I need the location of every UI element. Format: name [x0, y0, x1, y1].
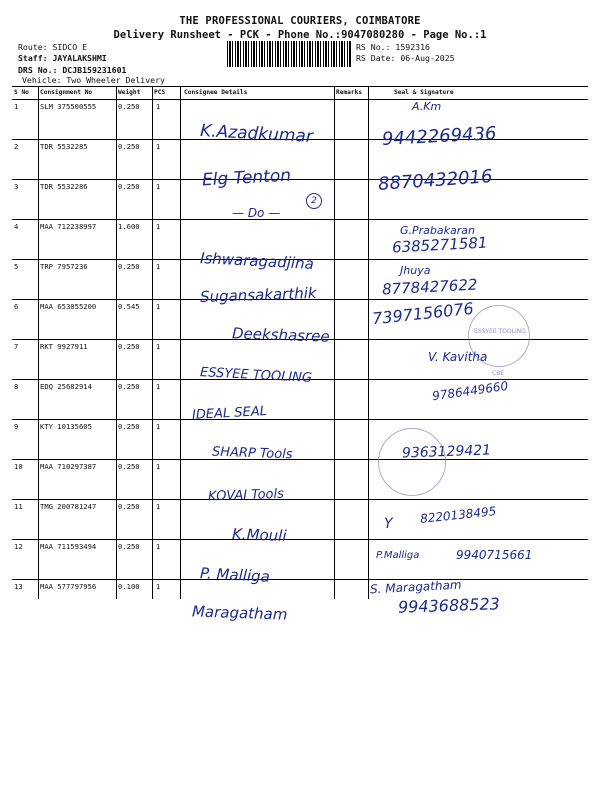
row-sno: 13 — [14, 582, 23, 591]
row-sno: 7 — [14, 342, 19, 351]
table-row — [12, 419, 588, 460]
row-consignment: EDQ 25682914 — [40, 382, 92, 391]
row-weight: 1.600 — [118, 222, 140, 231]
signature-name: G.Prabakaran — [400, 224, 475, 237]
row-consignment: TDR 5532286 — [40, 182, 88, 191]
barcode — [227, 41, 352, 67]
row-consignment: RKT 9927911 — [40, 342, 88, 351]
signature-name: S. Maragatham — [369, 577, 462, 597]
col-consignee: Consignee Details — [184, 89, 248, 96]
handwritten-consignee: — Do — — [232, 206, 281, 220]
row-weight: 0.250 — [118, 422, 140, 431]
handwritten-consignee: K.Azadkumar — [199, 121, 314, 147]
signature-phone: 9786449660 — [431, 378, 509, 404]
handwritten-consignee: P. Malliga — [199, 564, 271, 586]
row-weight: 0.250 — [118, 102, 140, 111]
signature-name: Jhuya — [400, 264, 431, 277]
signature-name: V. Kavitha — [428, 350, 488, 364]
row-pcs: 1 — [156, 102, 161, 111]
signature-phone: 9940715661 — [456, 548, 533, 562]
handwritten-consignee: K.Mouli — [231, 525, 287, 545]
table-row — [12, 579, 588, 598]
signature-phone: 9943688523 — [397, 594, 501, 617]
page-subtitle: Delivery Runsheet - PCK - Phone No.:9047080280 - Page No.:1 — [113, 29, 487, 41]
row-weight: 0.250 — [118, 542, 140, 551]
row-pcs: 1 — [156, 142, 161, 151]
row-consignment: KTY 10135605 — [40, 422, 92, 431]
signature-phone: 8870432016 — [377, 166, 494, 195]
row-sno: 4 — [14, 222, 19, 231]
row-sno: 1 — [14, 102, 19, 111]
row-consignment: TRP 7957236 — [40, 262, 88, 271]
route-label: Route: SIDCO E — [18, 42, 88, 52]
row-sno: 5 — [14, 262, 19, 271]
handwritten-consignee: IDEAL SEAL — [191, 404, 268, 423]
row-pcs: 1 — [156, 542, 161, 551]
vehicle-label: Vehicle: Two Wheeler Delivery — [22, 75, 165, 85]
row-pcs: 1 — [156, 502, 161, 511]
handwritten-consignee: Deekshasree — [231, 324, 330, 346]
signature-name: Y — [384, 516, 393, 532]
col-weight: Weight — [118, 89, 141, 96]
row-consignment: MAA 711593494 — [40, 542, 97, 551]
row-weight: 0.250 — [118, 462, 140, 471]
signature-phone: 9442269436 — [381, 123, 498, 150]
table-row — [12, 179, 588, 220]
row-sno: 11 — [14, 502, 23, 511]
signature-phone: 7397156076 — [371, 298, 475, 329]
table-row — [12, 459, 588, 500]
row-pcs: 1 — [156, 462, 161, 471]
row-pcs: 1 — [156, 182, 161, 191]
row-sno: 8 — [14, 382, 19, 391]
row-pcs: 1 — [156, 262, 161, 271]
signature-phone: 6385271581 — [391, 233, 488, 257]
handwritten-consignee: SHARP Tools — [211, 444, 293, 463]
stamp-text: ESSYEE TOOLING — [474, 328, 526, 335]
row-sno: 2 — [14, 142, 19, 151]
col-sno: S No — [14, 89, 29, 96]
row-pcs: 1 — [156, 422, 161, 431]
row-weight: 0.250 — [118, 502, 140, 511]
col-remarks: Remarks — [336, 89, 363, 96]
stamp-text: CBE — [492, 370, 505, 377]
row-pcs: 1 — [156, 342, 161, 351]
row-consignment: TDR 5532285 — [40, 142, 88, 151]
row-consignment: MAA 577797956 — [40, 582, 97, 591]
row-consignment: MAA 712238997 — [40, 222, 97, 231]
col-seal: Seal & Signature — [394, 89, 454, 96]
row-consignment: TMG 200781247 — [40, 502, 97, 511]
row-pcs: 1 — [156, 302, 161, 311]
row-pcs: 1 — [156, 582, 161, 591]
col-consignment: Consignment No — [40, 89, 93, 96]
table-row — [12, 499, 588, 540]
company-stamp — [468, 305, 530, 367]
drs-label: DRS No.: DCJB159231601 — [18, 65, 127, 75]
row-weight: 0.100 — [118, 582, 140, 591]
company-stamp — [378, 428, 446, 496]
row-pcs: 1 — [156, 222, 161, 231]
row-consignment: MAA 653055200 — [40, 302, 97, 311]
row-weight: 0.250 — [118, 182, 140, 191]
row-weight: 0.250 — [118, 382, 140, 391]
row-sno: 12 — [14, 542, 23, 551]
row-sno: 6 — [14, 302, 19, 311]
signature-phone: 8220138495 — [419, 504, 497, 526]
signature-phone: 9363129421 — [401, 442, 492, 462]
row-weight: 0.250 — [118, 262, 140, 271]
signature-name: P.Malliga — [376, 550, 420, 561]
handwritten-consignee: Elg Tenton — [201, 165, 292, 191]
circled-number: 2 — [306, 193, 322, 209]
row-sno: 3 — [14, 182, 19, 191]
handwritten-consignee: Sugansakarthik — [199, 283, 317, 307]
row-weight: 0.250 — [118, 142, 140, 151]
row-pcs: 1 — [156, 382, 161, 391]
rs-number: RS No.: 1592316 — [356, 42, 430, 52]
handwritten-consignee: ESSYEE TOOLING — [199, 365, 313, 386]
signature-name: A.Km — [412, 100, 442, 113]
handwritten-consignee: Ishwaragadjina — [199, 249, 315, 273]
handwritten-consignee: KOVAI Tools — [207, 486, 285, 505]
rs-date: RS Date: 06-Aug-2025 — [356, 53, 455, 63]
row-weight: 0.545 — [118, 302, 140, 311]
handwritten-consignee: Maragatham — [191, 602, 288, 624]
row-sno: 9 — [14, 422, 19, 431]
signature-phone: 8778427622 — [381, 275, 478, 299]
page-title: THE PROFESSIONAL COURIERS, COIMBATORE — [179, 15, 421, 27]
staff-label: Staff: JAYALAKSHMI — [18, 53, 107, 63]
row-consignment: MAA 710297387 — [40, 462, 97, 471]
row-weight: 0.250 — [118, 342, 140, 351]
row-sno: 10 — [14, 462, 23, 471]
col-pcs: PCS — [154, 89, 166, 96]
row-consignment: SLM 375500555 — [40, 102, 97, 111]
